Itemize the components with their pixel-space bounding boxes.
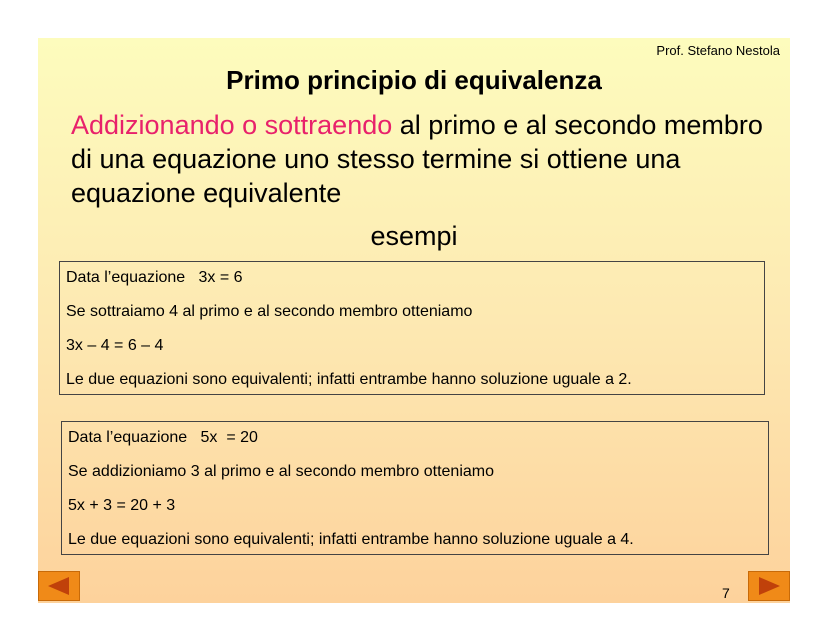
example-box-2	[61, 421, 769, 555]
principle-highlight: Addizionando o sottraendo	[71, 110, 393, 140]
previous-slide-button[interactable]	[38, 571, 80, 601]
triangle-left-icon	[39, 572, 79, 600]
example-2-result: 5x + 3 = 20 + 3	[68, 497, 176, 514]
example-1-equation: Data l’equazione 3x = 6	[66, 269, 243, 286]
author-name: Prof. Stefano Nestola	[656, 43, 780, 58]
example-2-equation: Data l’equazione 5x = 20	[68, 429, 258, 446]
triangle-right-icon	[749, 572, 789, 600]
examples-heading: esempi	[370, 221, 458, 251]
slide-title: Primo principio di equivalenza	[226, 65, 602, 95]
example-1-step: Se sottraiamo 4 al primo e al secondo membro otteniamo	[66, 303, 473, 320]
example-1-result: 3x – 4 = 6 – 4	[66, 337, 164, 354]
slide	[38, 38, 790, 603]
example-box-1	[59, 261, 765, 395]
example-2-conclusion: Le due equazioni sono equivalenti; infatti entrambe hanno soluzione uguale a 4.	[68, 531, 634, 548]
page-number: 7	[722, 585, 730, 601]
principle-statement	[71, 108, 771, 210]
example-1-conclusion: Le due equazioni sono equivalenti; infatti entrambe hanno soluzione uguale a 2.	[66, 371, 632, 388]
example-2-step: Se addizioniamo 3 al primo e al secondo membro otteniamo	[68, 463, 495, 480]
next-slide-button[interactable]	[748, 571, 790, 601]
principle-text: al primo e al secondo membro di una equazione uno stesso termine si ottiene una equazione equivalente	[71, 110, 763, 208]
